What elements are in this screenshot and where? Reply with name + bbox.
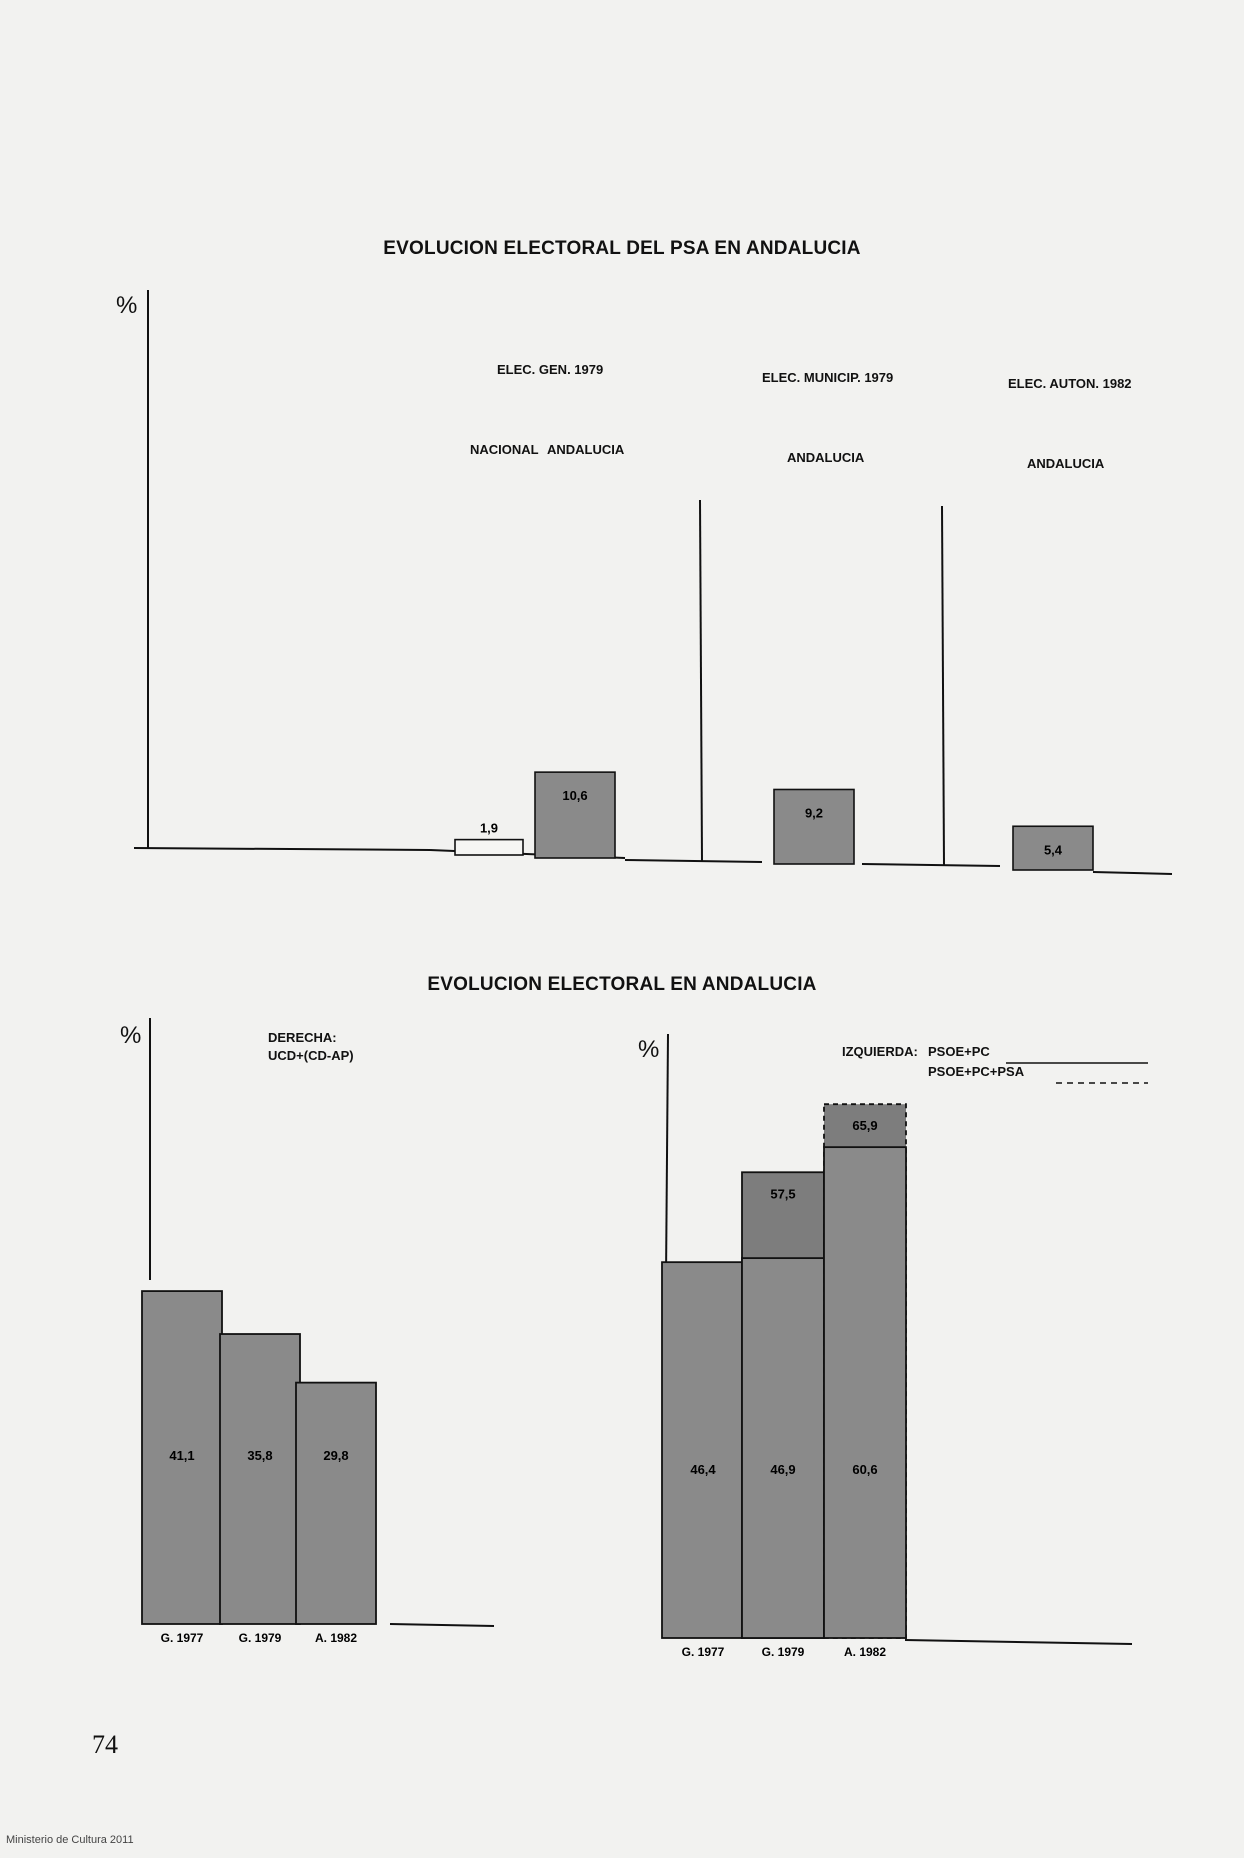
legend-psoe-pc-psa: PSOE+PC+PSA: [928, 1064, 1025, 1079]
chart2-title: EVOLUCION ELECTORAL EN ANDALUCIA: [427, 974, 817, 995]
cat-left-g1979: G. 1979: [238, 1631, 282, 1645]
label-municip1979-andalucia: 9,2: [804, 805, 824, 821]
label-auton1982-andalucia: 5,4: [1043, 842, 1063, 858]
panel-right-legend-title: IZQUIERDA:: [842, 1044, 918, 1059]
panel-right-ylabel: %: [638, 1036, 660, 1063]
label-psoe-pc-psa-g1979: 57,5: [770, 1186, 796, 1202]
label-derecha-a1982: 29,8: [323, 1448, 349, 1463]
chart1-ylabel: %: [116, 292, 138, 319]
bar-psoe-pc-0: [662, 1262, 744, 1638]
group2-label: ELEC. MUNICIP. 1979: [762, 370, 894, 385]
panel-left-ylabel: %: [120, 1022, 142, 1049]
label-gen1979-nacional: 1,9: [479, 820, 499, 836]
cat-right-g1979: G. 1979: [761, 1645, 805, 1659]
bar-psoe-pc-2: [824, 1147, 906, 1638]
panel-left-baseline-tail: [390, 1624, 494, 1626]
label-psoe-pc-g1979: 46,9: [770, 1462, 796, 1477]
chart1-title: EVOLUCION ELECTORAL DEL PSA EN ANDALUCIA: [383, 238, 861, 259]
panel-right-baseline-tail: [905, 1640, 1132, 1644]
group1-cat-nacional: NACIONAL: [470, 442, 539, 457]
page-number: 74: [92, 1730, 118, 1759]
label-psoe-pc-psa-a1982: 65,9: [852, 1118, 878, 1134]
label-derecha-g1979: 35,8: [247, 1448, 273, 1463]
label-gen1979-andalucia: 10,6: [562, 788, 588, 804]
bar-derecha-1: [220, 1334, 300, 1624]
cat-right-g1977: G. 1977: [681, 1645, 725, 1659]
group1-label: ELEC. GEN. 1979: [497, 362, 604, 377]
cat-right-a1982: A. 1982: [843, 1645, 887, 1659]
label-psoe-pc-a1982: 60,6: [852, 1462, 878, 1477]
group3-cat-andalucia: ANDALUCIA: [1027, 456, 1105, 471]
panel-left-legend-1: DERECHA:: [268, 1030, 337, 1045]
group1-cat-andalucia: ANDALUCIA: [547, 442, 625, 457]
footer-credit: Ministerio de Cultura 2011: [6, 1834, 134, 1846]
cat-left-g1977: G. 1977: [160, 1631, 204, 1645]
group3-label: ELEC. AUTON. 1982: [1008, 376, 1132, 391]
bar-derecha-2: [296, 1383, 376, 1624]
label-psoe-pc-g1977: 46,4: [690, 1462, 716, 1477]
cat-left-a1982: A. 1982: [314, 1631, 358, 1645]
panel-left-legend-2: UCD+(CD-AP): [268, 1048, 354, 1063]
label-derecha-g1977: 41,1: [169, 1448, 195, 1463]
bar-psoe-pc-1: [742, 1258, 824, 1638]
legend-psoe-pc: PSOE+PC: [928, 1044, 990, 1059]
group2-cat-andalucia: ANDALUCIA: [787, 450, 865, 465]
